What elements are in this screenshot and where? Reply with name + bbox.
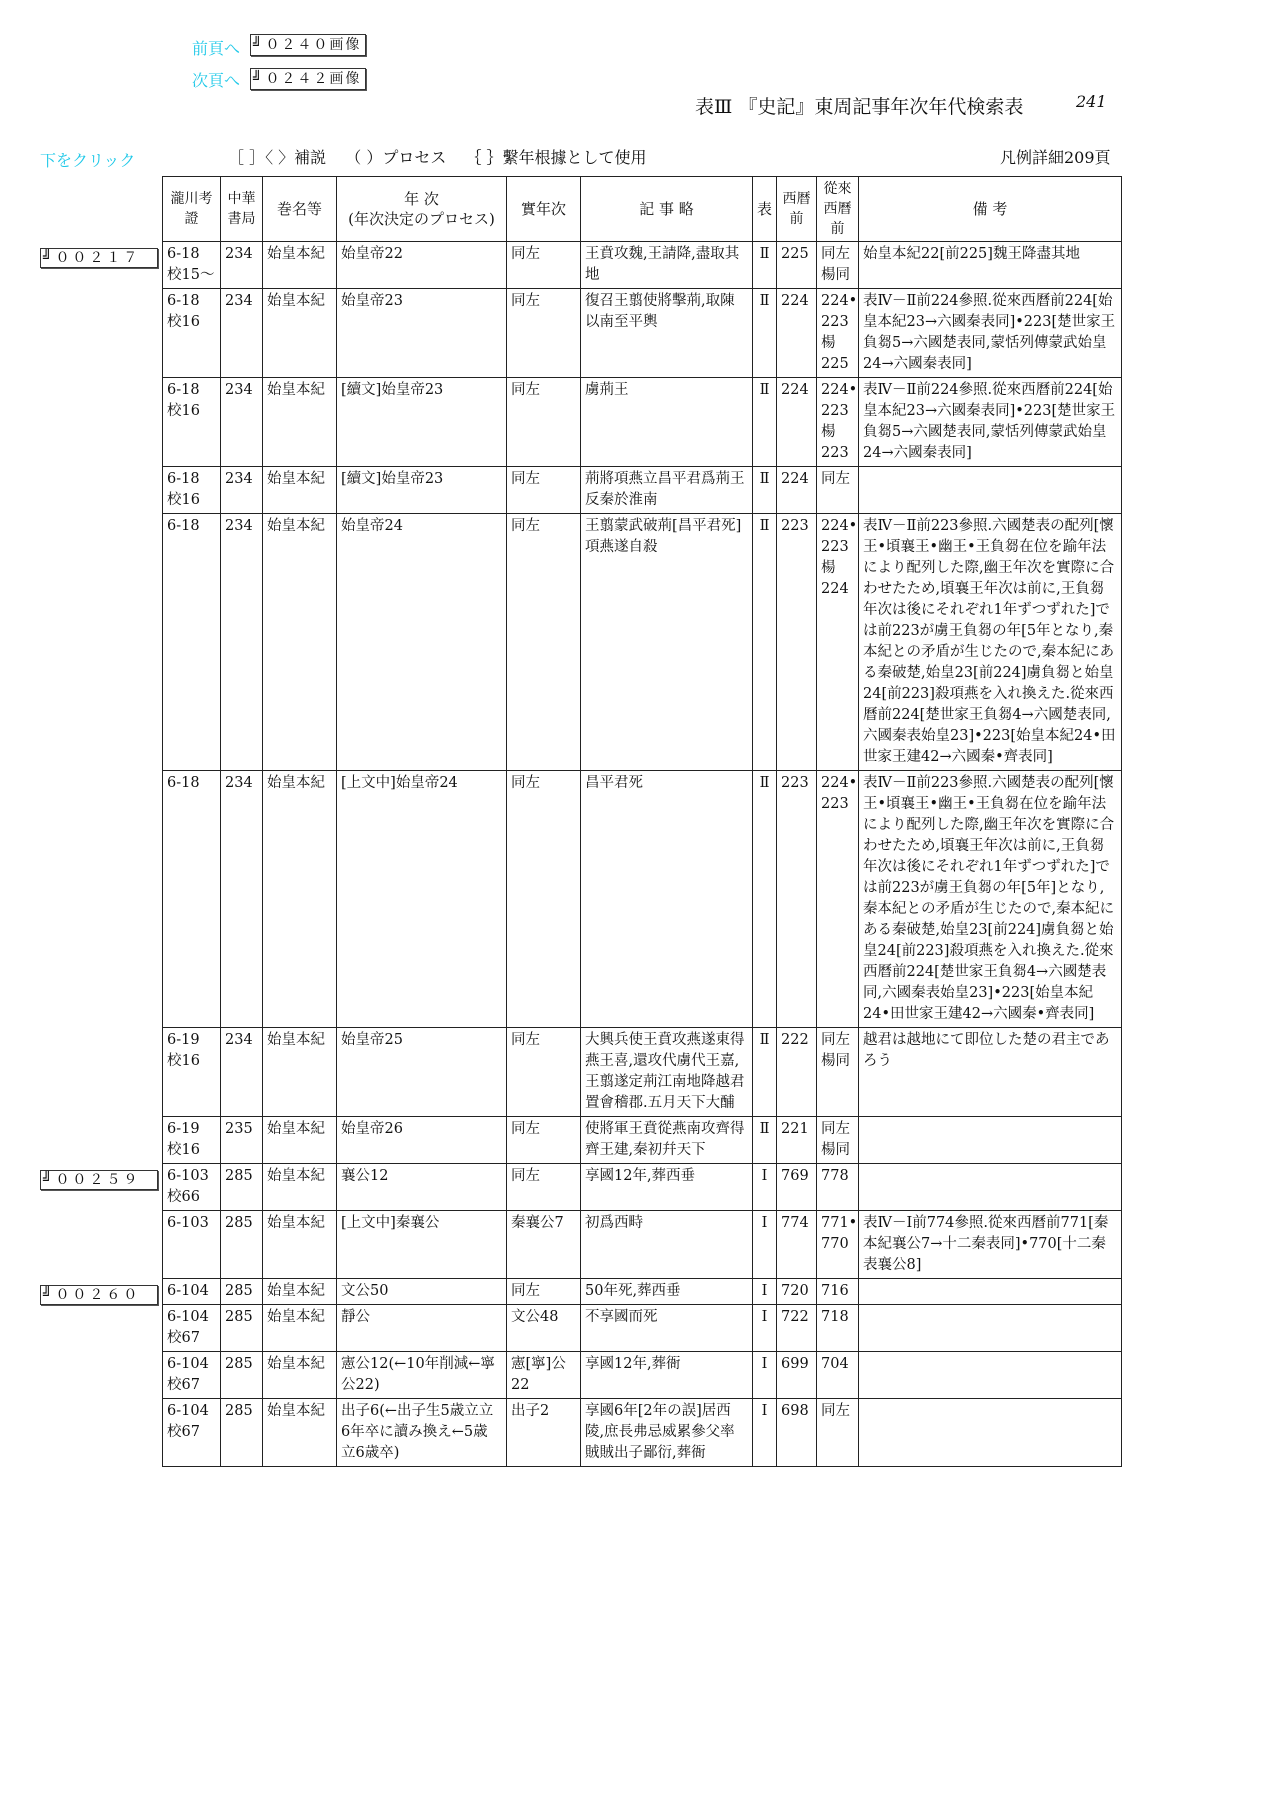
notes-cell: 始皇本紀22[前225]魏王降盡其地	[859, 242, 1122, 289]
record-image-button[interactable]	[40, 1285, 158, 1305]
actual-year-cell: 同左	[507, 289, 581, 378]
table-row	[163, 289, 1122, 378]
notes-cell	[859, 1305, 1122, 1352]
takigawa-cell: 6-104 校67	[163, 1399, 221, 1467]
volume-cell: 始皇本紀	[263, 467, 337, 514]
next-image-label: ０２４２画像	[265, 71, 362, 87]
column-header: 記 事 略	[581, 177, 753, 242]
bce-cell: 221	[777, 1117, 817, 1164]
takigawa-cell: 6-18 校16	[163, 289, 221, 378]
record-image-button[interactable]	[40, 248, 158, 268]
notes-cell: 越君は越地にて即位した楚の君主であろう	[859, 1028, 1122, 1117]
actual-year-cell: 同左	[507, 1279, 581, 1305]
takigawa-cell: 6-104 校67	[163, 1305, 221, 1352]
record-image-label: ００２１７	[55, 249, 141, 266]
table-row	[163, 1305, 1122, 1352]
actual-year-cell: 出子2	[507, 1399, 581, 1467]
chuka-cell: 234	[221, 1028, 263, 1117]
table-cell: Ⅱ	[753, 289, 777, 378]
year-cell: [上文中]始皇帝24	[337, 771, 507, 1028]
notes-cell: 表Ⅳ－Ⅱ前224參照.從來西曆前224[始皇本紀23→六國秦表同]•223[楚世家王負芻5→六國楚表同,蒙恬列傳蒙武始皇24→六國秦表同]	[859, 289, 1122, 378]
table-cell: Ⅱ	[753, 378, 777, 467]
actual-year-cell: 同左	[507, 1164, 581, 1211]
table-row	[163, 771, 1122, 1028]
takigawa-cell: 6-104 校67	[163, 1352, 221, 1399]
reference-note: 凡例詳細209頁	[1000, 148, 1111, 167]
summary-cell: 享國12年,葬衙	[581, 1352, 753, 1399]
summary-cell: 享國6年[2年の誤]居西陵,庶長弗忌威累參父率賊賊出子鄙衍,葬衙	[581, 1399, 753, 1467]
prev-page-link[interactable]: 前頁へ	[192, 39, 241, 58]
actual-year-cell: 同左	[507, 467, 581, 514]
year-cell: 出子6(←出子生5歳立立6年卒に讀み換え←5歳立6歳卒)	[337, 1399, 507, 1467]
page-title: 表Ⅲ 『史記』東周記事年次年代検索表	[695, 96, 1024, 118]
year-cell: [續文]始皇帝23	[337, 378, 507, 467]
table-row	[163, 1399, 1122, 1467]
chuka-cell: 285	[221, 1352, 263, 1399]
actual-year-cell: 同左	[507, 1117, 581, 1164]
takigawa-cell: 6-18 校16	[163, 467, 221, 514]
traditional-bce-cell: 224• 223 楊 224	[817, 514, 859, 771]
image-link-icon: ╝	[253, 37, 262, 53]
chuka-cell: 285	[221, 1399, 263, 1467]
column-header: 實年次	[507, 177, 581, 242]
column-header: 年 次 (年次決定のプロセス)	[337, 177, 507, 242]
chuka-cell: 234	[221, 378, 263, 467]
traditional-bce-cell: 716	[817, 1279, 859, 1305]
bce-cell: 774	[777, 1211, 817, 1279]
table-row	[163, 1028, 1122, 1117]
traditional-bce-cell: 同左	[817, 467, 859, 514]
bce-cell: 722	[777, 1305, 817, 1352]
table-cell: Ⅰ	[753, 1399, 777, 1467]
bce-cell: 699	[777, 1352, 817, 1399]
table-row	[163, 1211, 1122, 1279]
traditional-bce-cell: 224• 223 楊 225	[817, 289, 859, 378]
table-row	[163, 514, 1122, 771]
traditional-bce-cell: 同左 楊同	[817, 1117, 859, 1164]
volume-cell: 始皇本紀	[263, 1399, 337, 1467]
takigawa-cell: 6-18 校15〜	[163, 242, 221, 289]
traditional-bce-cell: 778	[817, 1164, 859, 1211]
volume-cell: 始皇本紀	[263, 1028, 337, 1117]
table-cell: Ⅰ	[753, 1279, 777, 1305]
year-cell: 始皇帝22	[337, 242, 507, 289]
traditional-bce-cell: 224• 223	[817, 771, 859, 1028]
table-row	[163, 1279, 1122, 1305]
chuka-cell: 285	[221, 1211, 263, 1279]
next-page-link[interactable]: 次頁へ	[192, 71, 241, 90]
chuka-cell: 234	[221, 514, 263, 771]
table-cell: Ⅱ	[753, 1117, 777, 1164]
actual-year-cell: 憲[寧]公22	[507, 1352, 581, 1399]
summary-cell: 昌平君死	[581, 771, 753, 1028]
chronology-table	[162, 176, 1122, 1467]
bce-cell: 720	[777, 1279, 817, 1305]
table-cell: Ⅱ	[753, 467, 777, 514]
actual-year-cell: 同左	[507, 1028, 581, 1117]
summary-cell: 王賁攻魏,王請降,盡取其地	[581, 242, 753, 289]
notes-cell: 表Ⅳ－Ⅱ前223參照.六國楚表の配列[懷王•頃襄王•幽王•王負芻在位を踰年法により配列した際,幽王年次を實際に合わせたため,頃襄王年次は前に,王負芻年次は後にそれぞれ1年ずつずれた]では前223が虜王負芻の年[5年]となり,秦本紀との矛盾が生じたので,秦本紀にある秦破楚,始皇23[前224]虜負芻と始皇24[前223]殺項燕を入れ換えた.從來西曆前224[楚世家王負芻4→六國楚表同,六國秦表始皇23]•223[始皇本紀24•田世家王建42→六國秦•齊表同]	[859, 771, 1122, 1028]
takigawa-cell: 6-103 校66	[163, 1164, 221, 1211]
record-image-label: ００２５９	[55, 1171, 141, 1188]
volume-cell: 始皇本紀	[263, 1164, 337, 1211]
bce-cell: 224	[777, 289, 817, 378]
column-header: 備 考	[859, 177, 1122, 242]
summary-cell: 50年死,葬西垂	[581, 1279, 753, 1305]
actual-year-cell: 同左	[507, 242, 581, 289]
takigawa-cell: 6-103	[163, 1211, 221, 1279]
bce-cell: 224	[777, 467, 817, 514]
actual-year-cell: 同左	[507, 378, 581, 467]
chuka-cell: 234	[221, 289, 263, 378]
notes-cell: 表Ⅳ－Ⅱ前224參照.從來西曆前224[始皇本紀23→六國秦表同]•223[楚世家王負芻5→六國楚表同,蒙恬列傳蒙武始皇24→六國秦表同]	[859, 378, 1122, 467]
chuka-cell: 285	[221, 1279, 263, 1305]
table-row	[163, 467, 1122, 514]
record-image-label: ００２６０	[55, 1286, 141, 1303]
takigawa-cell: 6-19 校16	[163, 1117, 221, 1164]
chuka-cell: 234	[221, 771, 263, 1028]
column-header: 表	[753, 177, 777, 242]
volume-cell: 始皇本紀	[263, 1279, 337, 1305]
legend-item: （ ）プロセス	[345, 148, 447, 167]
traditional-bce-cell: 718	[817, 1305, 859, 1352]
takigawa-cell: 6-18	[163, 771, 221, 1028]
bce-cell: 769	[777, 1164, 817, 1211]
table-cell: Ⅰ	[753, 1305, 777, 1352]
volume-cell: 始皇本紀	[263, 771, 337, 1028]
summary-cell: 享國12年,葬西垂	[581, 1164, 753, 1211]
table-cell: Ⅰ	[753, 1164, 777, 1211]
summary-cell: 復召王翦使將擊荊,取陳以南至平輿	[581, 289, 753, 378]
chuka-cell: 235	[221, 1117, 263, 1164]
summary-cell: 大興兵使王賁攻燕遂東得燕王喜,還攻代虜代王嘉,王翦遂定荊江南地降越君置會稽郡.五月天下大酺	[581, 1028, 753, 1117]
notes-cell	[859, 1117, 1122, 1164]
column-header: 瀧川考證	[163, 177, 221, 242]
legend-item: ｛ ｝繫年根據として使用	[465, 148, 647, 167]
traditional-bce-cell: 同左 楊同	[817, 1028, 859, 1117]
traditional-bce-cell: 224• 223 楊 223	[817, 378, 859, 467]
summary-cell: 虜荊王	[581, 378, 753, 467]
year-cell: [上文中]秦襄公	[337, 1211, 507, 1279]
notes-cell	[859, 467, 1122, 514]
table-cell: Ⅱ	[753, 1028, 777, 1117]
traditional-bce-cell: 同左	[817, 1399, 859, 1467]
year-cell: 始皇帝26	[337, 1117, 507, 1164]
takigawa-cell: 6-104	[163, 1279, 221, 1305]
traditional-bce-cell: 771• 770	[817, 1211, 859, 1279]
chuka-cell: 234	[221, 242, 263, 289]
year-cell: 文公50	[337, 1279, 507, 1305]
bce-cell: 223	[777, 771, 817, 1028]
image-link-icon: ╝	[43, 1171, 52, 1188]
summary-cell: 不享國而死	[581, 1305, 753, 1352]
year-cell: 襄公12	[337, 1164, 507, 1211]
bce-cell: 222	[777, 1028, 817, 1117]
table-cell: Ⅱ	[753, 514, 777, 771]
notes-cell	[859, 1352, 1122, 1399]
summary-cell: 王翦蒙武破荊[昌平君死]項燕遂自殺	[581, 514, 753, 771]
prev-image-label: ０２４０画像	[265, 37, 362, 53]
bce-cell: 225	[777, 242, 817, 289]
notes-cell: 表Ⅳ－Ⅰ前774參照.從來西曆前771[秦本紀襄公7→十二秦表同]•770[十二秦表襄公8]	[859, 1211, 1122, 1279]
year-cell: [續文]始皇帝23	[337, 467, 507, 514]
legend	[228, 145, 661, 168]
chuka-cell: 285	[221, 1164, 263, 1211]
traditional-bce-cell: 704	[817, 1352, 859, 1399]
next-image-button[interactable]	[250, 68, 366, 90]
table-cell: Ⅰ	[753, 1352, 777, 1399]
volume-cell: 始皇本紀	[263, 242, 337, 289]
year-cell: 始皇帝23	[337, 289, 507, 378]
volume-cell: 始皇本紀	[263, 1117, 337, 1164]
summary-cell: 使將軍王賁從燕南攻齊得齊王建,秦初幷天下	[581, 1117, 753, 1164]
click-below-hint: 下をクリック	[40, 151, 136, 170]
volume-cell: 始皇本紀	[263, 1305, 337, 1352]
actual-year-cell: 同左	[507, 771, 581, 1028]
takigawa-cell: 6-18 校16	[163, 378, 221, 467]
year-cell: 始皇帝25	[337, 1028, 507, 1117]
prev-image-button[interactable]	[250, 34, 366, 56]
takigawa-cell: 6-19 校16	[163, 1028, 221, 1117]
notes-cell	[859, 1164, 1122, 1211]
bce-cell: 224	[777, 378, 817, 467]
image-link-icon: ╝	[43, 249, 52, 266]
year-cell: 憲公12(←10年削減←寧公22)	[337, 1352, 507, 1399]
table-cell: Ⅰ	[753, 1211, 777, 1279]
table-cell: Ⅱ	[753, 771, 777, 1028]
traditional-bce-cell: 同左 楊同	[817, 242, 859, 289]
volume-cell: 始皇本紀	[263, 378, 337, 467]
table-cell: Ⅱ	[753, 242, 777, 289]
volume-cell: 始皇本紀	[263, 1352, 337, 1399]
column-header: 中華書局	[221, 177, 263, 242]
actual-year-cell: 文公48	[507, 1305, 581, 1352]
column-header: 巻名等	[263, 177, 337, 242]
legend-item: ［ ］〈 〉補説	[228, 148, 327, 167]
column-header: 從來西曆前	[817, 177, 859, 242]
page-number: 241	[1076, 92, 1107, 111]
volume-cell: 始皇本紀	[263, 1211, 337, 1279]
notes-cell	[859, 1399, 1122, 1467]
bce-cell: 698	[777, 1399, 817, 1467]
bce-cell: 223	[777, 514, 817, 771]
volume-cell: 始皇本紀	[263, 289, 337, 378]
column-header: 西暦前	[777, 177, 817, 242]
record-image-button[interactable]	[40, 1170, 158, 1190]
table-header-row	[163, 177, 1122, 242]
table-row	[163, 1117, 1122, 1164]
chuka-cell: 285	[221, 1305, 263, 1352]
actual-year-cell: 秦襄公7	[507, 1211, 581, 1279]
year-cell: 始皇帝24	[337, 514, 507, 771]
notes-cell: 表Ⅳ－Ⅱ前223參照.六國楚表の配列[懷王•頃襄王•幽王•王負芻在位を踰年法により配列した際,幽王年次を實際に合わせたため,頃襄王年次は前に,王負芻年次は後にそれぞれ1年ずつずれた]では前223が虜王負芻の年[5年となり,秦本紀との矛盾が生じたので,秦本紀にある秦破楚,始皇23[前224]虜負芻と始皇24[前223]殺項燕を入れ換えた.從來西曆前224[楚世家王負芻4→六國楚表同,六國秦表始皇23]•223[始皇本紀24•田世家王建42→六國秦•齊表同]	[859, 514, 1122, 771]
takigawa-cell: 6-18	[163, 514, 221, 771]
summary-cell: 荊將項燕立昌平君爲荊王反秦於淮南	[581, 467, 753, 514]
table-row	[163, 1164, 1122, 1211]
volume-cell: 始皇本紀	[263, 514, 337, 771]
table-row	[163, 1352, 1122, 1399]
summary-cell: 初爲西畤	[581, 1211, 753, 1279]
year-cell: 靜公	[337, 1305, 507, 1352]
notes-cell	[859, 1279, 1122, 1305]
chuka-cell: 234	[221, 467, 263, 514]
table-row	[163, 242, 1122, 289]
image-link-icon: ╝	[43, 1286, 52, 1303]
actual-year-cell: 同左	[507, 514, 581, 771]
table-row	[163, 378, 1122, 467]
image-link-icon: ╝	[253, 71, 262, 87]
